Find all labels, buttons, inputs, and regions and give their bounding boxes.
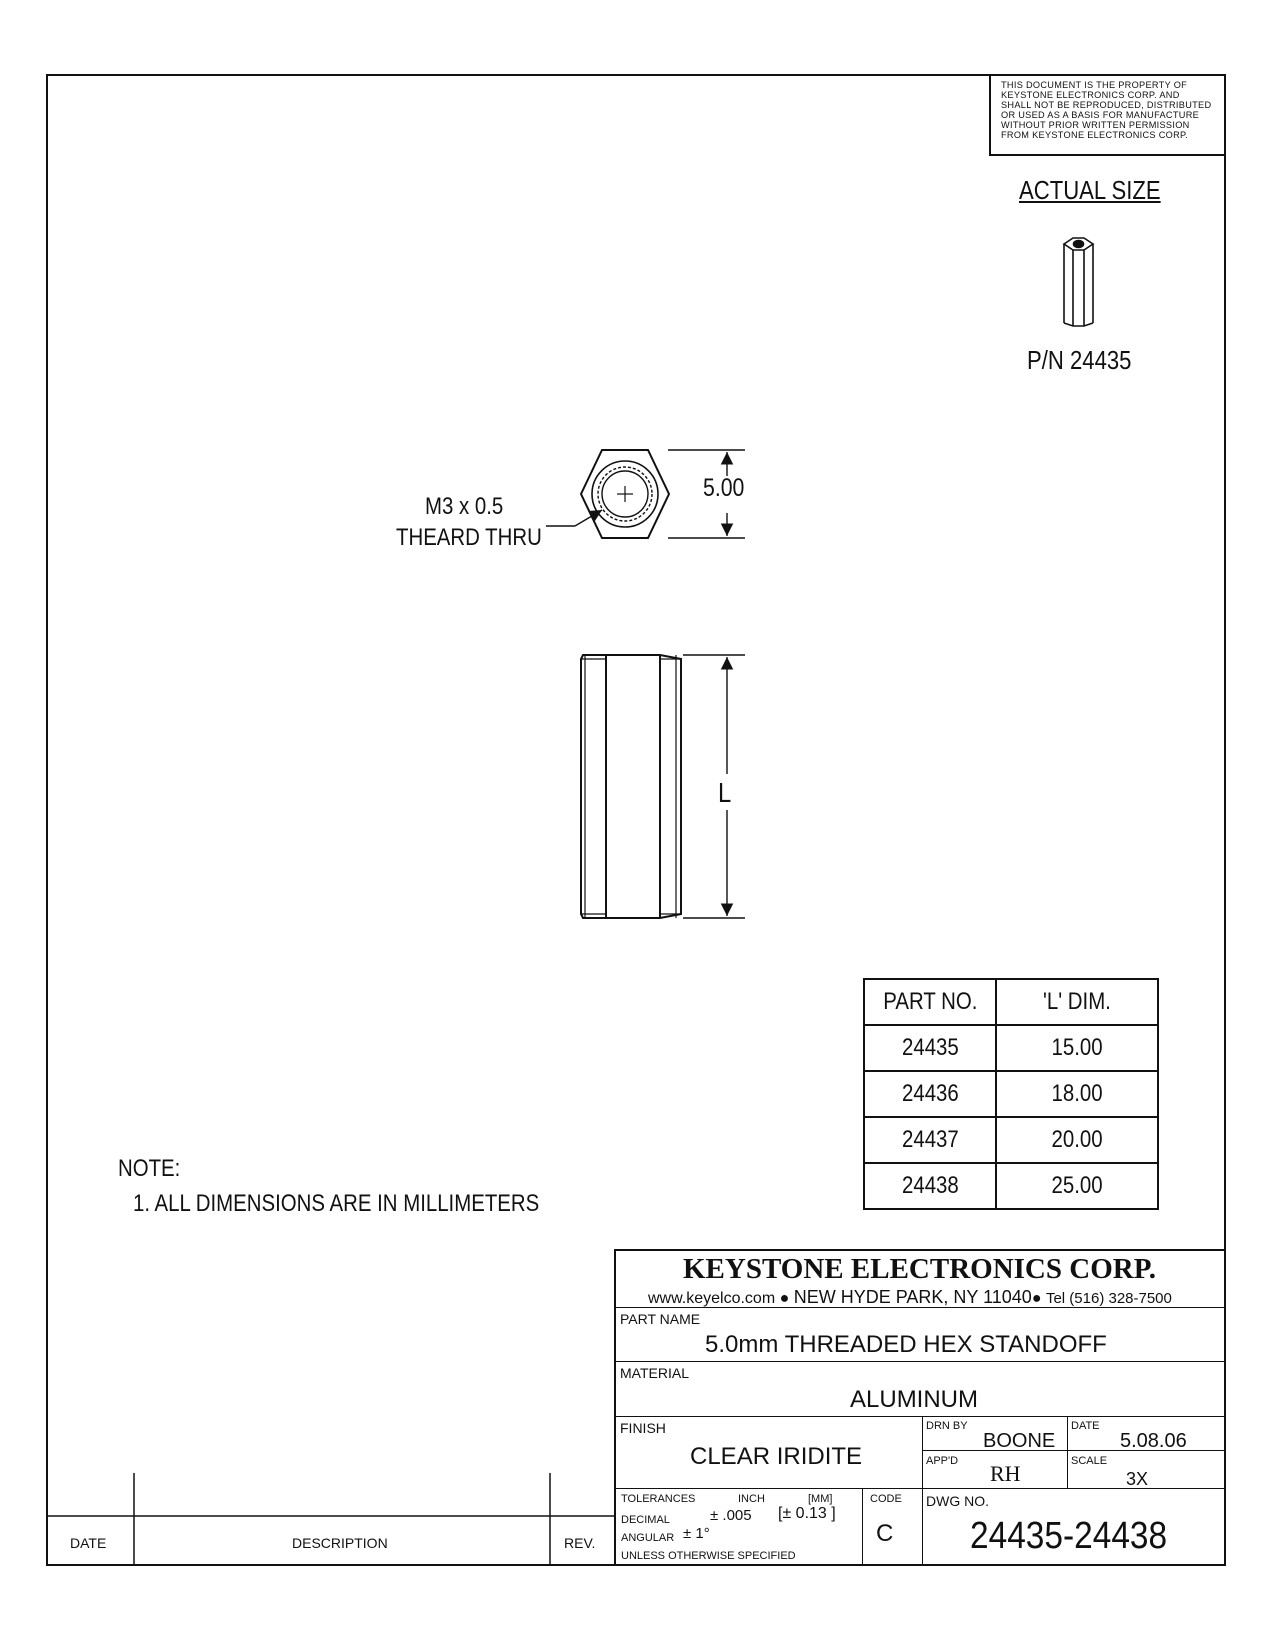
drawn-by-value: BOONE bbox=[983, 1430, 1056, 1452]
property-notice-line: FROM KEYSTONE ELECTRONICS CORP. bbox=[1001, 130, 1189, 140]
actual-size-part-number: P/N 24435 bbox=[1027, 345, 1132, 375]
drawn-by-label: DRN BY bbox=[926, 1420, 968, 1432]
property-notice-line: SHALL NOT BE REPRODUCED, DISTRIBUTED bbox=[1001, 100, 1212, 110]
company-address: NEW HYDE PARK, NY 11040 bbox=[793, 1287, 1032, 1307]
code-label: CODE bbox=[870, 1493, 902, 1505]
length-dimension-label: L bbox=[718, 777, 732, 808]
table-header-part-no: PART NO. bbox=[864, 979, 996, 1025]
property-notice-line: THIS DOCUMENT IS THE PROPERTY OF bbox=[1001, 80, 1188, 90]
decimal-inch-value: ± .005 bbox=[710, 1507, 752, 1524]
property-notice-line: OR USED AS A BASIS FOR MANUFACTURE bbox=[1001, 110, 1200, 120]
tolerances-inch-label: INCH bbox=[738, 1493, 765, 1505]
company-name: KEYSTONE ELECTRONICS CORP. bbox=[683, 1253, 1156, 1285]
part-name-value: 5.0mm THREADED HEX STANDOFF bbox=[705, 1331, 1107, 1358]
date-value: 5.08.06 bbox=[1120, 1430, 1187, 1452]
revision-rev-label: REV. bbox=[564, 1535, 596, 1551]
property-notice-line: KEYSTONE ELECTRONICS CORP. AND bbox=[1001, 90, 1180, 100]
property-notice-line: WITHOUT PRIOR WRITTEN PERMISSION bbox=[1001, 120, 1190, 130]
table-cell-part-no: 24438 bbox=[864, 1163, 996, 1209]
date-label: DATE bbox=[1071, 1420, 1100, 1432]
drawing-number-value: 24435-24438 bbox=[970, 1515, 1168, 1557]
tolerances-label: TOLERANCES bbox=[621, 1493, 696, 1505]
table-row bbox=[864, 1071, 1158, 1117]
tolerances-mm-label: [MM] bbox=[808, 1493, 833, 1505]
scale-label: SCALE bbox=[1071, 1455, 1108, 1467]
finish-label: FINISH bbox=[620, 1420, 666, 1436]
table-cell-l-dim: 15.00 bbox=[996, 1025, 1158, 1071]
bullet-icon: ● bbox=[1031, 1290, 1042, 1307]
company-phone: Tel (516) 328-7500 bbox=[1045, 1290, 1172, 1307]
revision-block-lines bbox=[46, 1473, 614, 1566]
divider bbox=[614, 1361, 1226, 1362]
revision-description-label: DESCRIPTION bbox=[292, 1535, 388, 1551]
table-header-row bbox=[864, 979, 1158, 1025]
company-website: www.keyelco.com bbox=[648, 1290, 776, 1307]
table-cell-l-dim: 20.00 bbox=[996, 1117, 1158, 1163]
part-dimension-table bbox=[863, 978, 1159, 1210]
company-contact bbox=[648, 1287, 1172, 1308]
divider bbox=[1067, 1416, 1068, 1488]
table-row bbox=[864, 1163, 1158, 1209]
hex-width-dimension: 5.00 bbox=[703, 474, 745, 502]
actual-size-label: ACTUAL SIZE bbox=[1019, 175, 1161, 205]
thread-through-label: THEARD THRU bbox=[396, 524, 542, 551]
decimal-mm-value: [± 0.13 ] bbox=[778, 1505, 836, 1522]
table-cell-l-dim: 18.00 bbox=[996, 1071, 1158, 1117]
angular-value: ± 1° bbox=[683, 1525, 710, 1542]
part-name-label: PART NAME bbox=[620, 1311, 701, 1327]
scale-value: 3X bbox=[1126, 1469, 1149, 1489]
thread-spec-label: M3 x 0.5 bbox=[425, 493, 504, 520]
table-cell-part-no: 24437 bbox=[864, 1117, 996, 1163]
note-item: 1. ALL DIMENSIONS ARE IN MILLIMETERS bbox=[133, 1190, 540, 1217]
angular-label: ANGULAR bbox=[621, 1532, 675, 1544]
table-cell-part-no: 24436 bbox=[864, 1071, 996, 1117]
table-row bbox=[864, 1025, 1158, 1071]
table-header-l-dim: 'L' DIM. bbox=[996, 979, 1158, 1025]
drawing-number-label: DWG NO. bbox=[926, 1493, 989, 1509]
approved-by-value: RH bbox=[990, 1461, 1021, 1486]
material-value: ALUMINUM bbox=[850, 1386, 979, 1413]
table-row bbox=[864, 1117, 1158, 1163]
note-title: NOTE: bbox=[118, 1155, 181, 1182]
decimal-label: DECIMAL bbox=[621, 1514, 670, 1526]
code-value: C bbox=[876, 1520, 894, 1547]
divider bbox=[862, 1488, 863, 1566]
revision-date-label: DATE bbox=[70, 1535, 107, 1551]
finish-value: CLEAR IRIDITE bbox=[690, 1443, 863, 1470]
divider bbox=[922, 1416, 923, 1566]
table-cell-part-no: 24435 bbox=[864, 1025, 996, 1071]
material-label: MATERIAL bbox=[620, 1365, 689, 1381]
approved-by-label: APP'D bbox=[926, 1455, 959, 1467]
divider bbox=[614, 1416, 1226, 1417]
table-cell-l-dim: 25.00 bbox=[996, 1163, 1158, 1209]
unless-specified-label: UNLESS OTHERWISE SPECIFIED bbox=[621, 1550, 796, 1562]
actual-size-standoff-icon bbox=[1064, 238, 1093, 326]
bullet-icon: ● bbox=[779, 1290, 790, 1307]
